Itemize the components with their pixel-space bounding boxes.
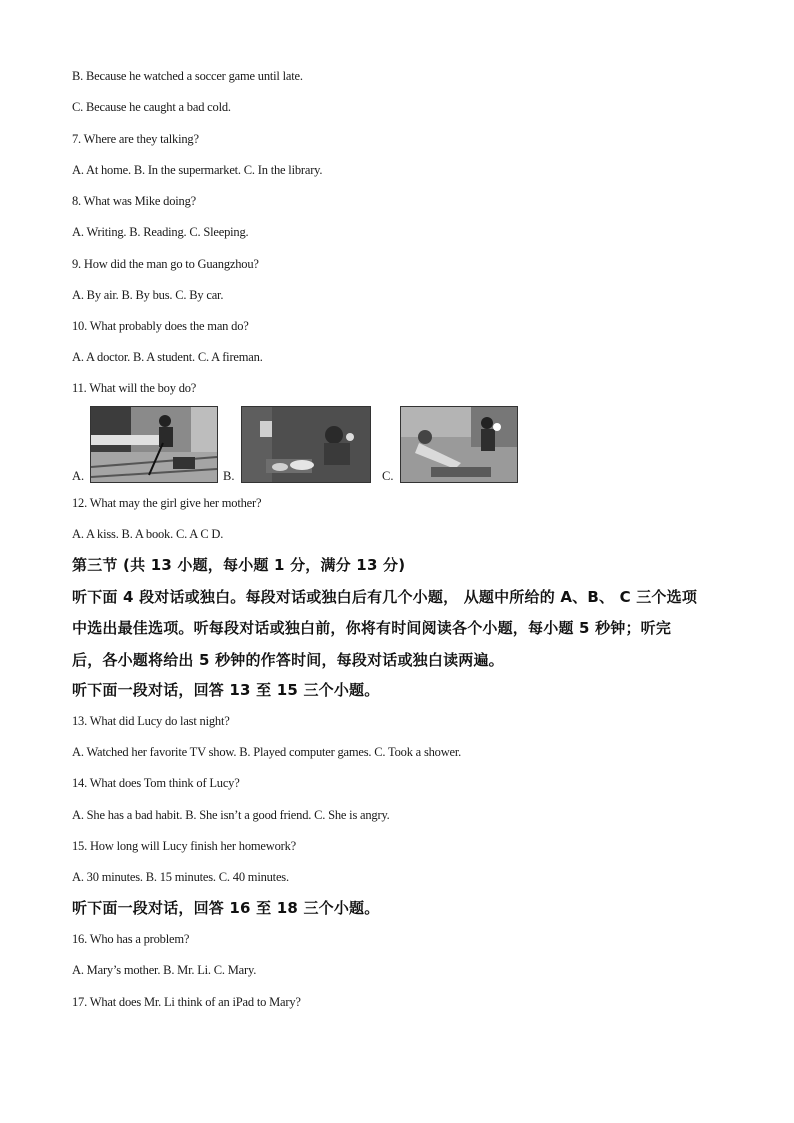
q13-options: A. Watched her favorite TV show. B. Played computer games. C. Took a shower.: [72, 745, 462, 759]
q10-question: 10. What probably does the man do?: [72, 319, 249, 333]
q15-options: A. 30 minutes. B. 15 minutes. C. 40 minutes.: [72, 870, 289, 884]
q9-question: 9. How did the man go to Guangzhou?: [72, 257, 259, 271]
q11-photo-c: [400, 406, 518, 483]
q17-question: 17. What does Mr. Li think of an iPad to Mary?: [72, 995, 301, 1009]
q11-image-options: [72, 406, 532, 484]
q14-question: 14. What does Tom think of Lucy?: [72, 776, 240, 790]
q11-question: 11. What will the boy do?: [72, 381, 197, 395]
q11-option-a-label: A.: [72, 469, 85, 483]
instruction-line-1: 听下面 4 段对话或独白。每段对话或独白后有几个小题， 从题中所给的 A、B、 C 三个选项: [72, 588, 698, 606]
q15-question: 15. How long will Lucy finish her homework?: [72, 839, 296, 853]
q11-photo-b: [241, 406, 371, 483]
q16-question: 16. Who has a problem?: [72, 932, 190, 946]
instruction-line-3: 后，各小题将给出 5 秒钟的作答时间，每段对话或独白读两遍。: [72, 651, 504, 669]
dialogue-group-2-heading: 听下面一段对话，回答 16 至 18 三个小题。: [72, 899, 380, 917]
dialogue-group-1-heading: 听下面一段对话，回答 13 至 15 三个小题。: [72, 681, 380, 699]
q11-option-b-label: B.: [223, 469, 235, 483]
q13-question: 13. What did Lucy do last night?: [72, 714, 230, 728]
section-title: 第三节 (共 13 小题，每小题 1 分，满分 13 分): [72, 556, 406, 574]
q6-option-c: C. Because he caught a bad cold.: [72, 100, 231, 114]
q16-options: A. Mary’s mother. B. Mr. Li. C. Mary.: [72, 963, 257, 977]
q11-option-c-label: C.: [382, 469, 394, 483]
q14-options: A. She has a bad habit. B. She isn’t a good friend. C. She is angry.: [72, 808, 390, 822]
q8-question: 8. What was Mike doing?: [72, 194, 196, 208]
q7-question: 7. Where are they talking?: [72, 132, 199, 146]
q8-options: A. Writing. B. Reading. C. Sleeping.: [72, 225, 249, 239]
instruction-line-2: 中选出最佳选项。听每段对话或独白前，你将有时间阅读各个小题，每小题 5 秒钟；听完: [72, 619, 672, 637]
q9-options: A. By air. B. By bus. C. By car.: [72, 288, 224, 302]
q6-option-b: B. Because he watched a soccer game until late.: [72, 69, 303, 83]
q7-options: A. At home. B. In the supermarket. C. In the library.: [72, 163, 323, 177]
q12-options: A. A kiss. B. A book. C. A C D.: [72, 527, 224, 541]
q12-question: 12. What may the girl give her mother?: [72, 496, 262, 510]
q11-photo-a: [90, 406, 218, 483]
q10-options: A. A doctor. B. A student. C. A fireman.: [72, 350, 263, 364]
